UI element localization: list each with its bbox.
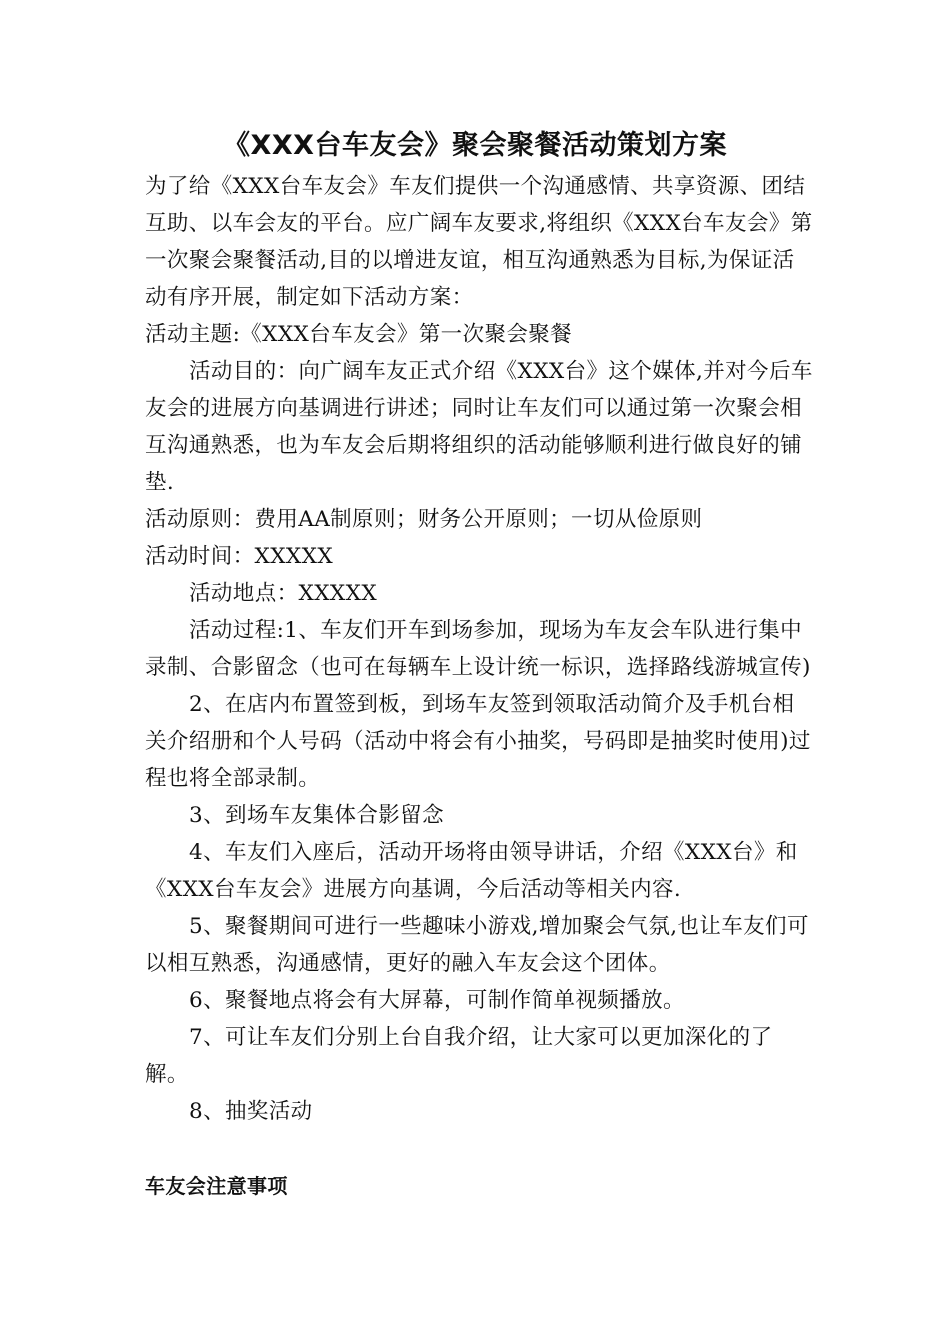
activity-time: 活动时间：XXXXX [145, 544, 334, 569]
document-body [145, 168, 815, 1205]
process-step-3: 3、到场车友集体合影留念 [189, 803, 444, 828]
process-step-2: 2、在店内布置签到板，到场车友签到领取活动简介及手机台相关介绍册和个人号码（活动中将会有小抽奖，号码即是抽奖时使用)过程也将全部录制。 [145, 692, 811, 791]
activity-purpose: 活动目的：向广阔车友正式介绍《XXX台》这个媒体,并对今后车友会的进展方向基调进行讲述；同时让车友们可以通过第一次聚会相互沟通熟悉，也为车友会后期将组织的活动能够顺利进行做良好的铺垫. [145, 359, 813, 495]
process-step-8: 8、抽奖活动 [189, 1099, 313, 1124]
blank-line [145, 1130, 815, 1167]
activity-location: 活动地点：XXXXX [189, 581, 378, 606]
section-heading: 车友会注意事项 [145, 1174, 288, 1198]
document-title: 《XXX台车友会》聚会聚餐活动策划方案 [223, 130, 727, 161]
process-step-7: 7、可让车友们分别上台自我介绍，让大家可以更加深化的了解。 [145, 1025, 773, 1087]
activity-theme: 活动主题:《XXX台车友会》第一次聚会聚餐 [145, 322, 573, 347]
process-step-4: 4、车友们入座后，活动开场将由领导讲话，介绍《XXX台》和《XXX台车友会》进展方向基调，今后活动等相关内容. [145, 840, 798, 902]
process-step-5: 5、聚餐期间可进行一些趣味小游戏,增加聚会气氛,也让车友们可以相互熟悉，沟通感情，更好的融入车友会这个团体。 [145, 914, 809, 976]
process-step-6: 6、聚餐地点将会有大屏幕，可制作简单视频播放。 [189, 988, 685, 1013]
intro-paragraph: 为了给《XXX台车友会》车友们提供一个沟通感情、共享资源、团结互助、以车会友的平台。应广阔车友要求,将组织《XXX台车友会》第一次聚会聚餐活动,目的以增进友谊，相互沟通熟悉为目标,为保证活动有序开展，制定如下活动方案： [145, 174, 813, 310]
activity-principle: 活动原则：费用AA制原则；财务公开原则；一切从俭原则 [145, 507, 703, 532]
process-step-1: 活动过程:1、车友们开车到场参加，现场为车友会车队进行集中录制、合影留念（也可在每辆车上设计统一标识，选择路线游城宣传) [145, 618, 811, 680]
